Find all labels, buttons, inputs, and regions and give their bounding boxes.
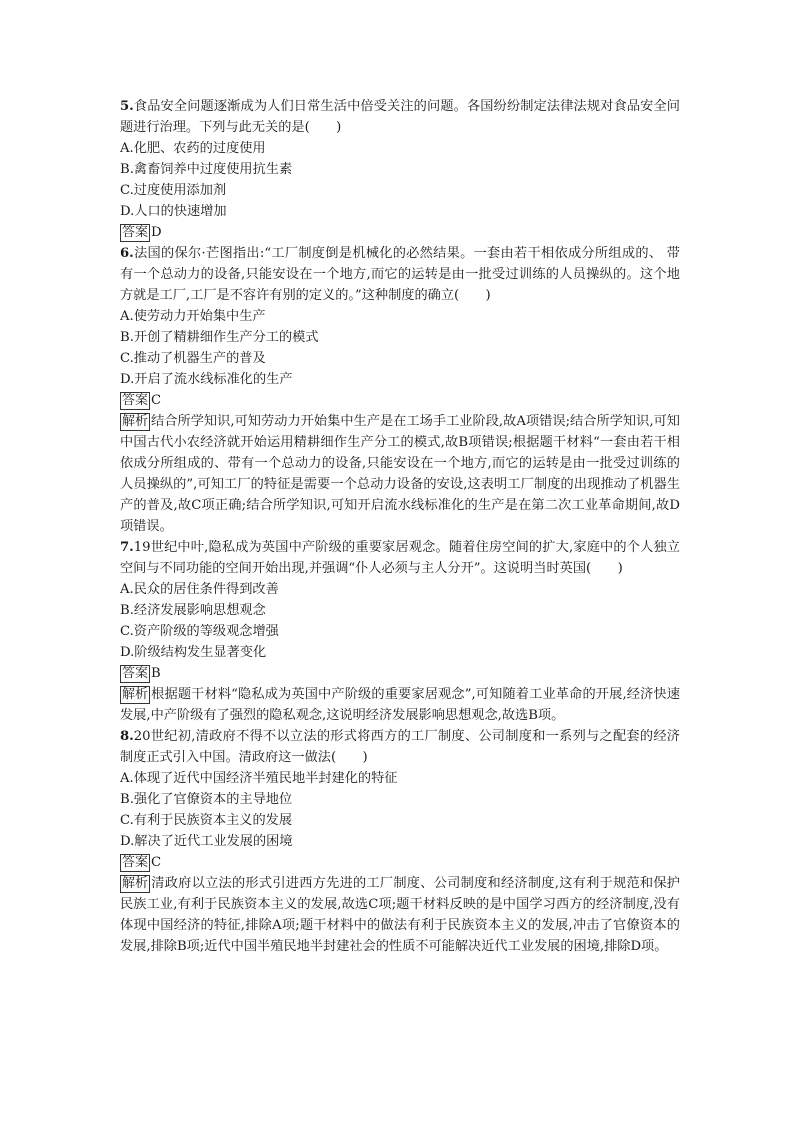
explanation <box>120 873 680 957</box>
explanation-label: 解析 <box>122 414 149 429</box>
option-c: C.过度使用添加剂 <box>120 183 227 198</box>
explanation <box>120 411 680 537</box>
question-stem: 食品安全问题逐渐成为人们日常生活中倍受关注的问题。各国纷纷制定法律法规对食品安全问题进行治理。下列与此无关的是( ) <box>120 99 680 135</box>
answer-label: 答案 <box>122 225 149 240</box>
option-a: A.使劳动力开始集中生产 <box>120 309 266 324</box>
option-d: D.开启了流水线标准化的生产 <box>120 372 293 387</box>
answer-line <box>120 663 680 684</box>
explanation <box>120 684 680 726</box>
answer-line <box>120 390 680 411</box>
option-c: C.推动了机器生产的普及 <box>120 351 266 366</box>
question-5 <box>120 96 680 243</box>
explanation-text: 根据题干材料“隐私成为英国中产阶级的重要家居观念”,可知随着工业革命的开展,经济快速发展,中产阶级有了强烈的隐私观念,这说明经济发展影响思想观念,故选B项。 <box>120 687 680 723</box>
answer-line <box>120 222 680 243</box>
answer-value: C <box>151 855 162 870</box>
question-number: 6. <box>120 246 134 261</box>
option-d: D.阶级结构发生显著变化 <box>120 645 267 660</box>
document-page <box>120 96 680 957</box>
explanation-label: 解析 <box>122 876 149 891</box>
explanation-label: 解析 <box>122 687 149 702</box>
question-8 <box>120 726 680 957</box>
question-stem: 19世纪中叶,隐私成为英国中产阶级的重要家居观念。随着住房空间的扩大,家庭中的个人独立空间与不同功能的空间开始出现,并强调“仆人必须与主人分开”。这说明当时英国( ) <box>120 540 680 576</box>
option-d: D.人口的快速增加 <box>120 204 227 219</box>
explanation-text: 结合所学知识,可知劳动力开始集中生产是在工场手工业阶段,故A项错误;结合所学知识,可知中国古代小农经济就开始运用精耕细作生产分工的模式,故B项错误;根据题干材料“一套由若干相依成分所组成的、带有一个总动力的设备,只能安设在一个地方,而它的运转是由一批受过训练的人员操纵的”,可知工厂的特征是需要一个总动力设备的安设,这表明工厂制度的出现推动了机器生产的普及,故C项正确;结合所学知识,可知开启流水线标准化的生产是在第二次工业革命期间,故D项错误。 <box>120 414 680 534</box>
option-a: A.体现了近代中国经济半殖民地半封建化的特征 <box>120 771 398 786</box>
option-d: D.解决了近代工业发展的困境 <box>120 834 293 849</box>
option-b: B.开创了精耕细作生产分工的模式 <box>120 330 319 345</box>
option-a: A.化肥、农药的过度使用 <box>120 141 266 156</box>
answer-value: B <box>151 666 161 681</box>
question-6 <box>120 243 680 537</box>
option-c: C.有利于民族资本主义的发展 <box>120 813 293 828</box>
question-7 <box>120 537 680 726</box>
explanation-text: 清政府以立法的形式引进西方先进的工厂制度、公司制度和经济制度,这有利于规范和保护民族工业,有利于民族资本主义的发展,故选C项;题干材料反映的是中国学习西方的经济制度,没有体现中国经济的特征,排除A项;题干材料中的做法有利于民族资本主义的发展,冲击了官僚资本的发展,排除B项;近代中国半殖民地半封建社会的性质不可能解决近代工业发展的困境,排除D项。 <box>120 876 680 954</box>
option-b: B.经济发展影响思想观念 <box>120 603 266 618</box>
answer-value: D <box>151 225 162 240</box>
question-number: 8. <box>120 729 134 744</box>
option-a: A.民众的居住条件得到改善 <box>120 582 279 597</box>
question-number: 7. <box>120 540 134 555</box>
question-stem: 20世纪初,清政府不得不以立法的形式将西方的工厂制度、公司制度和一系列与之配套的经济制度正式引入中国。清政府这一做法( ) <box>120 729 680 765</box>
question-number: 5. <box>120 99 134 114</box>
question-stem: 法国的保尔·芒图指出:“工厂制度倒是机械化的必然结果。一套由若干相依成分所组成的、 带有一个总动力的设备,只能安设在一个地方,而它的运转是由一批受过训练的人员操纵的。这个地方就是工厂,工厂是不容许有别的定义的。”这种制度的确立( ) <box>120 246 680 303</box>
option-b: B.强化了官僚资本的主导地位 <box>120 792 293 807</box>
answer-line <box>120 852 680 873</box>
option-c: C.资产阶级的等级观念增强 <box>120 624 279 639</box>
answer-value: C <box>151 393 162 408</box>
option-b: B.禽畜饲养中过度使用抗生素 <box>120 162 293 177</box>
answer-label: 答案 <box>122 666 149 681</box>
answer-label: 答案 <box>122 855 149 870</box>
answer-label: 答案 <box>122 393 149 408</box>
